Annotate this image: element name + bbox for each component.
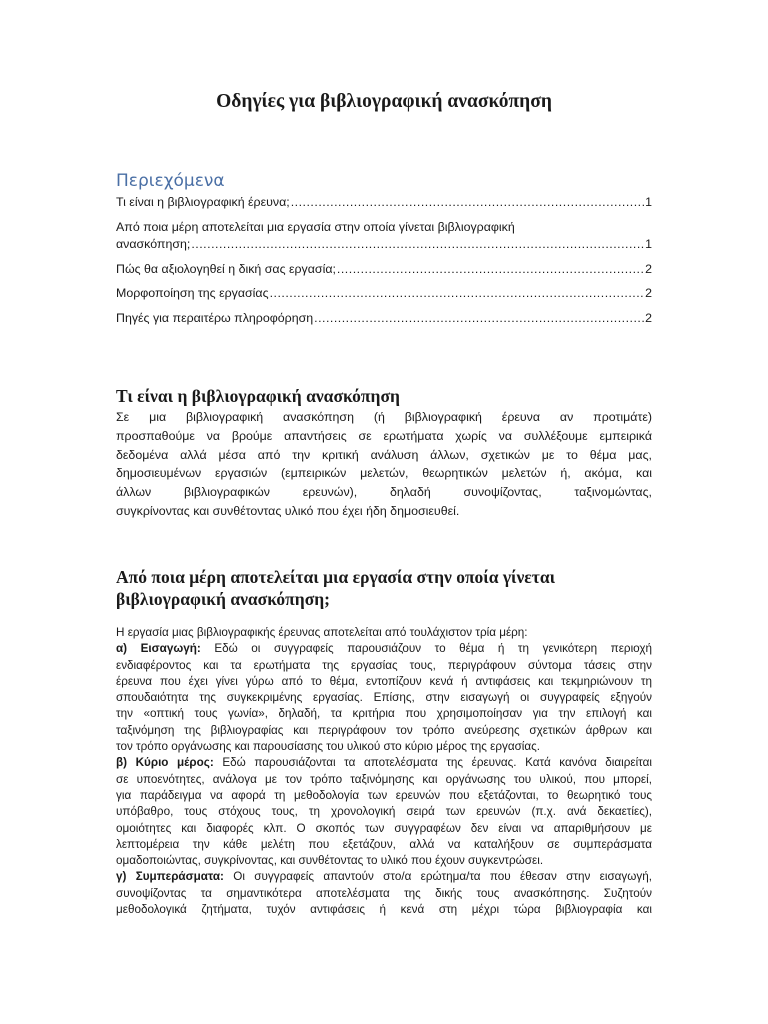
toc-entry-text: Τι είναι η βιβλιογραφική έρευνα; [116, 195, 290, 209]
toc-entry-page: 2 [645, 261, 652, 276]
part-b-label: β) Κύριο μέρος: [116, 756, 214, 770]
part-b-first-line [116, 755, 652, 771]
body-line: την «οπτική τους γωνία», δηλαδή, τα κριτήρια που χρησιμοποίησαν για την επιλογή και [116, 707, 652, 721]
part-c-first-line [116, 869, 652, 885]
body-line: έρευνα που έχει γίνει γύρω από το θέμα, εντοπίζουν κενά ή αντιφάσεις και τεκμηριώνουν τη [116, 674, 652, 688]
toc-leader [314, 310, 644, 328]
body-line: μεθοδολογικά ζητήματα, τυχόν αντιφάσεις ή κενά στη μέχρι τώρα βιβλιογραφία και [116, 903, 652, 917]
heading-line: βιβλιογραφική ανασκόπηση; [116, 589, 330, 609]
part-b-first-text: Εδώ παρουσιάζονται τα αποτελέσματα της έρευνας. Κατά κανόνα διαιρείται [213, 756, 652, 770]
body-line: σε υποενότητες, ανάλογα με τον τρόπο ταξινόμησης και οργάνωσης του υλικού, που μπορεί, [116, 772, 652, 786]
toc-entry-page: 1 [645, 237, 652, 251]
toc-leader [270, 285, 645, 303]
heading-line: Από ποια μέρη αποτελείται μια εργασία στην οποία γίνεται [116, 567, 556, 587]
body-line: υπόβαθρο, τους στόχους τους, τη χρονολογική σειρά των ερευνών (π.χ. ανά δεκαετίες), [116, 805, 652, 819]
toc-entry-4[interactable] [116, 285, 652, 303]
body-line: Σε μια βιβλιογραφική ανασκόπηση (ή βιβλιογραφική έρευνα αν προτιμάτε) [116, 410, 652, 424]
body-line: ενδιαφέροντος και τα ερωτήματα της εργασίας τους, περιγράφουν σύντομα τάσεις στην [116, 658, 652, 672]
part-c-label: γ) Συμπεράσματα: [116, 870, 224, 884]
body-line: ομαδοποιώντας, συγκρίνοντας, και συνθέτοντας το υλικό που έχουν συγκεντρώσει. [116, 854, 544, 868]
document-title: Οδηγίες για βιβλιογραφική ανασκόπηση [216, 91, 552, 112]
body-line: τον τρόπο οργάνωσης και παρουσίασης του υλικού στο κύριο μέρος της εργασίας. [116, 740, 541, 754]
toc-leader [291, 194, 644, 212]
intro-line: Η εργασία μιας βιβλιογραφικής έρευνας αποτελείται από τουλάχιστον τρία μέρη: [116, 626, 528, 639]
body-line: δημοσιευμένων εργασιών (εμπειρικών μελετών, θεωρητικών μελετών ή, ακόμα, και [116, 466, 652, 481]
toc-entry-3[interactable] [116, 261, 652, 279]
section-what-is-body [116, 408, 652, 521]
body-line: προσπαθούμε να βρούμε απαντήσεις σε ερωτήματα χωρίς να συλλέξουμε εμπειρικά [116, 428, 652, 443]
toc-entry-5[interactable] [116, 310, 652, 328]
body-line: σπουδαιότητα της συγκεκριμένης εργασίας. Επίσης, στην εισαγωγή οι συγγραφείς εξηγούν [116, 691, 652, 705]
toc-entry-1[interactable] [116, 194, 652, 212]
body-line: για παράδειγμα να αφορά τη μεθοδολογία των ερευνών που εξετάζονται, το θεωρητικό τους [116, 788, 652, 802]
body-line: ταξινόμηση της βιβλιογραφίας και περιγράφουν τον τρόπο ανεύρεσης σχετικών άρθρων και [116, 723, 652, 737]
toc-entry-text: Πώς θα αξιολογηθεί η δική σας εργασία; [116, 261, 336, 276]
toc-heading: Περιεχόμενα [116, 171, 225, 191]
section-parts-body [116, 625, 652, 918]
body-line: συγκρίνοντας και συνθέτοντας υλικό που έχει ήδη δημοσιευθεί. [116, 503, 460, 518]
part-a-first-line [116, 641, 652, 657]
toc-entry-2[interactable] [116, 219, 652, 254]
body-line: δεδομένα αλλά μέσα από την κριτική ανάλυση άλλων, σχετικών με το θέμα μας, [116, 447, 652, 462]
toc-entry-text: Μορφοποίηση της εργασίας [116, 286, 269, 300]
part-a-first-text: Εδώ οι συγγραφείς παρουσιάζουν το θέμα ή τη γενικότερη περιοχή [200, 642, 652, 656]
toc-entry-text: Πηγές για περαιτέρω πληροφόρηση [116, 310, 314, 325]
body-line: ομοιότητες και διαφορές κλπ. Ο σκοπός των συγγραφέων δεν είναι να απαριθμήσουν με [116, 821, 652, 835]
toc-entry-text-line1: Από ποια μέρη αποτελείται μια εργασία στην οποία γίνεται βιβλιογραφική [116, 219, 515, 234]
toc-leader [337, 261, 644, 279]
toc-entry-page: 1 [645, 195, 652, 209]
section-heading-parts [116, 566, 656, 610]
toc-leader [191, 236, 644, 254]
body-line: λεπτομέρεια την κάθε μελέτη που εξετάζουν, αλλά να καταλήξουν σε συμπεράσματα [116, 837, 652, 851]
part-a-label: α) Εισαγωγή: [116, 642, 201, 656]
toc-entry-page: 2 [645, 310, 652, 325]
body-line: συνοψίζοντας τα σημαντικότερα αποτελέσματα της δικής τους ανασκόπησης. Συζητούν [116, 886, 652, 900]
toc-entry-text: ανασκόπηση; [116, 237, 191, 251]
body-line: άλλων βιβλιογραφικών ερευνών), δηλαδή συνοψίζοντας, ταξινομώντας, [116, 485, 652, 500]
part-c-first-text: Οι συγγραφείς απαντούν στο/α ερώτημα/τα που έθεσαν στην εισαγωγή, [223, 870, 652, 884]
table-of-contents [116, 168, 652, 334]
section-heading-what-is: Τι είναι η βιβλιογραφική ανασκόπηση [116, 386, 400, 406]
toc-entry-page: 2 [645, 286, 652, 300]
